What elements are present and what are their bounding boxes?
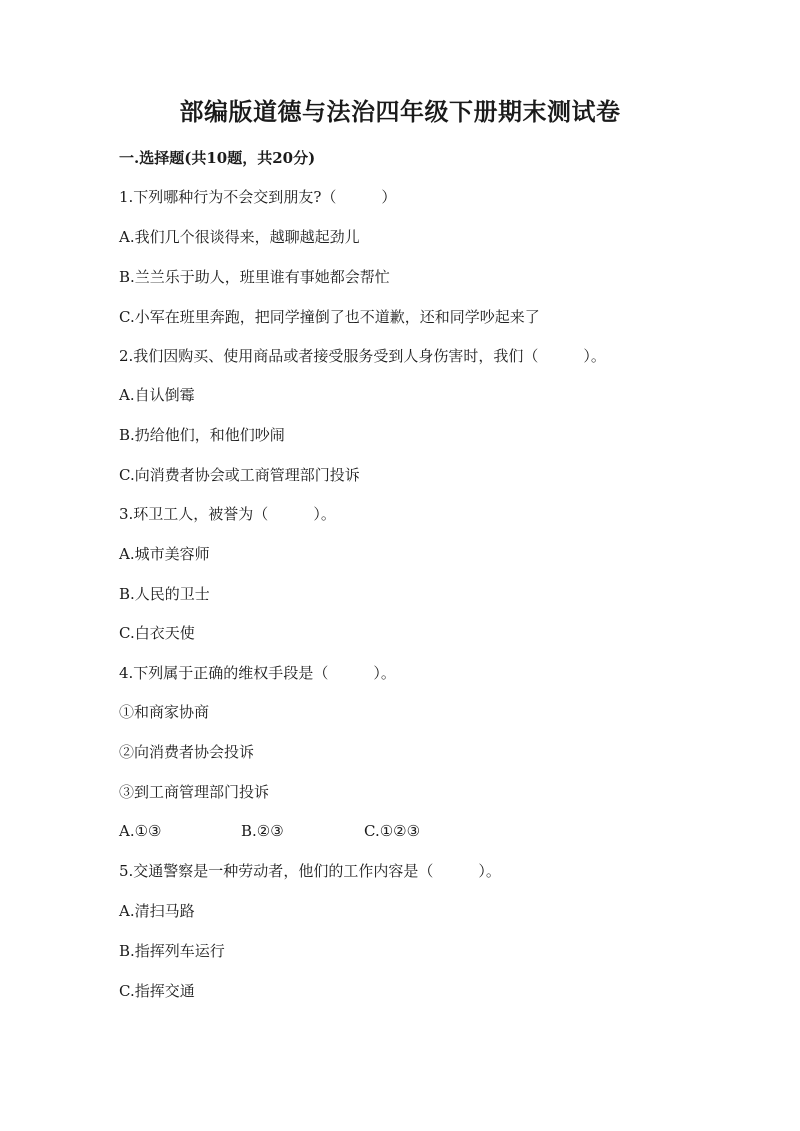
question-4-option-b: B.②③ (241, 822, 284, 840)
question-5-option-c: C.指挥交通 (119, 982, 195, 1000)
question-2-option-a: A.自认倒霉 (119, 386, 195, 404)
question-1-stem: 1.下列哪种行为不会交到朋友?（ ） (119, 188, 397, 206)
question-1-option-c: C.小军在班里奔跑，把同学撞倒了也不道歉，还和同学吵起来了 (119, 308, 540, 326)
section-heading: 一.选择题(共10题，共20分) (119, 149, 316, 167)
question-1-option-a: A.我们几个很谈得来，越聊越起劲儿 (119, 228, 360, 246)
question-3-option-c: C.白衣天使 (119, 624, 195, 642)
question-3-stem: 3.环卫工人，被誉为（ ）。 (119, 505, 336, 523)
question-5-option-b: B.指挥列车运行 (119, 942, 225, 960)
exam-title: 部编版道德与法治四年级下册期末测试卷 (179, 97, 621, 126)
question-4-option-c: C.①②③ (364, 822, 421, 840)
question-4-stem: 4.下列属于正确的维权手段是（ ）。 (119, 664, 396, 682)
question-4-item-1: ①和商家协商 (119, 703, 210, 721)
question-1-option-b: B.兰兰乐于助人，班里谁有事她都会帮忙 (119, 268, 390, 286)
question-2-option-b: B.扔给他们，和他们吵闹 (119, 426, 285, 444)
question-4-option-a: A.①③ (119, 822, 162, 840)
question-4-item-2: ②向消费者协会投诉 (119, 743, 255, 761)
question-2-option-c: C.向消费者协会或工商管理部门投诉 (119, 466, 360, 484)
question-5-stem: 5.交通警察是一种劳动者，他们的工作内容是（ ）。 (119, 862, 501, 880)
question-3-option-b: B.人民的卫士 (119, 585, 210, 603)
question-3-option-a: A.城市美容师 (119, 545, 210, 563)
question-5-option-a: A.清扫马路 (119, 902, 195, 920)
question-2-stem: 2.我们因购买、使用商品或者接受服务受到人身伤害时，我们（ ）。 (119, 347, 606, 365)
question-4-item-3: ③到工商管理部门投诉 (119, 783, 270, 801)
